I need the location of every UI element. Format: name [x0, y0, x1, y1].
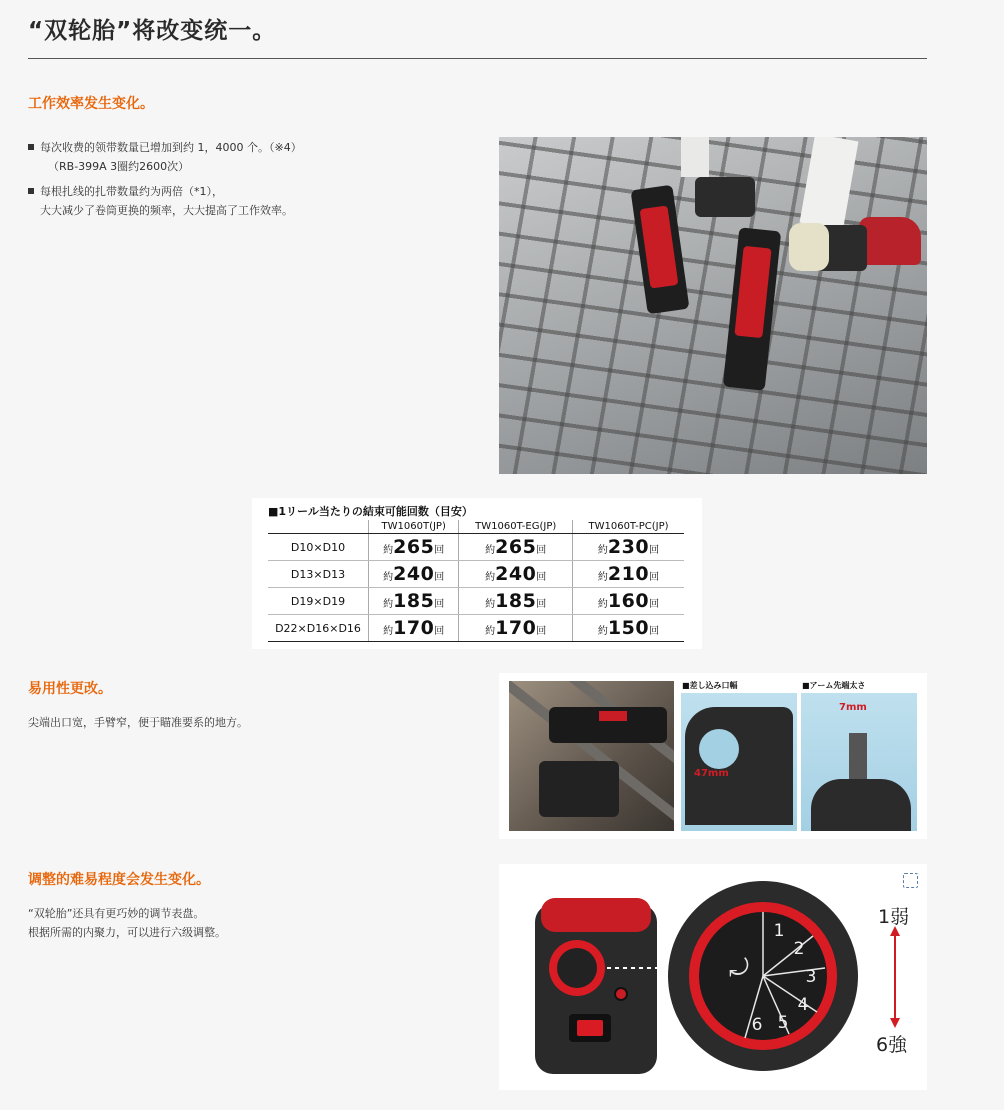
dial-number: 6: [751, 1015, 763, 1035]
binding-count-table: [268, 520, 684, 642]
count-cell: [459, 588, 573, 615]
power-switch: [577, 1020, 603, 1036]
times-suffix: 回: [649, 626, 660, 637]
table-row: [268, 588, 684, 615]
tool-base: [811, 779, 911, 831]
bullet-text: 每根扎线的扎带数量约为两倍（*1），: [40, 185, 223, 198]
table-corner-header: [268, 520, 369, 534]
title-divider: [28, 58, 927, 59]
approx-prefix: 約: [597, 572, 608, 583]
dial-number: 1: [773, 921, 785, 941]
tool-red-cap: [541, 898, 651, 932]
tool-jaw: [685, 707, 793, 825]
count-value: 265: [393, 536, 435, 558]
count-value: 170: [393, 617, 435, 639]
section-heading-efficiency: 工作效率发生变化。: [28, 96, 154, 112]
led-indicator: [615, 988, 627, 1000]
dial-direction-arrow: ⤾: [729, 954, 749, 982]
row-label: D19×D19: [268, 588, 369, 615]
adjustment-text-line1: “双轮胎”还具有更巧妙的调节表盘。: [28, 907, 205, 920]
dial-number: 3: [805, 967, 817, 987]
worker-leg-left: [681, 137, 709, 177]
approx-prefix: 約: [383, 572, 394, 583]
arm-tip-value: 7mm: [839, 702, 867, 713]
times-suffix: 回: [649, 572, 660, 583]
count-value: 160: [607, 590, 650, 612]
dial-number: 4: [797, 995, 809, 1015]
insert-width-value: 47mm: [694, 768, 729, 779]
bullet-item: [28, 182, 468, 220]
count-cell: [369, 561, 459, 588]
bullet-note: （RB-399A 3圈约2600次）: [48, 160, 190, 173]
count-cell: [369, 534, 459, 561]
table-header-row: [268, 520, 684, 534]
count-value: 210: [607, 563, 650, 585]
count-value: 265: [495, 536, 537, 558]
approx-prefix: 約: [383, 626, 394, 637]
count-value: 185: [495, 590, 537, 612]
row-label: D13×D13: [268, 561, 369, 588]
times-suffix: 回: [536, 572, 547, 583]
arm-tip-label: ■アーム先端太さ: [802, 681, 866, 690]
count-cell: [459, 534, 573, 561]
table-row: [268, 561, 684, 588]
column-header: TW1060T-PC(JP): [573, 520, 684, 534]
times-suffix: 回: [649, 545, 660, 556]
strong-label: 6強: [876, 1034, 908, 1056]
count-cell: [369, 615, 459, 642]
times-suffix: 回: [649, 599, 660, 610]
approx-prefix: 約: [485, 626, 496, 637]
dial-illustration: [499, 864, 927, 1090]
table-title: ■1リール当たりの結束可能回数（目安）: [268, 505, 473, 518]
count-cell: [573, 534, 684, 561]
approx-prefix: 約: [597, 599, 608, 610]
bullet-text: 每次收费的领带数量已增加到约 1，4000 个。（※4）: [40, 141, 302, 154]
section-heading-usability: 易用性更改。: [28, 681, 112, 697]
count-value: 150: [607, 617, 650, 639]
column-header: TW1060T(JP): [369, 520, 459, 534]
glove-hand: [789, 223, 829, 271]
small-dial-face: [557, 948, 597, 988]
row-label: D10×D10: [268, 534, 369, 561]
count-cell: [573, 615, 684, 642]
bullet-note: 大大减少了卷筒更换的频率，大大提高了工作效率。: [40, 204, 293, 217]
approx-prefix: 約: [485, 572, 496, 583]
tool-in-use-photo: [509, 681, 674, 831]
count-value: 240: [393, 563, 435, 585]
approx-prefix: 約: [485, 599, 496, 610]
count-cell: [573, 561, 684, 588]
worker-shoe: [859, 217, 921, 265]
times-suffix: 回: [536, 545, 547, 556]
efficiency-bullet-list: [28, 138, 468, 226]
approx-prefix: 約: [597, 626, 608, 637]
approx-prefix: 約: [597, 545, 608, 556]
bullet-square-icon: [28, 188, 34, 194]
count-value: 185: [393, 590, 435, 612]
dial-photo-panel: [499, 864, 927, 1090]
usability-photo-panel: [499, 673, 927, 839]
rebar-tying-photo: [499, 137, 927, 474]
count-value: 230: [607, 536, 650, 558]
tool-lower-body: [539, 761, 619, 817]
arm-tip-photo: [801, 693, 917, 831]
adjustment-text-line2: 根据所需的内聚力，可以进行六级调整。: [28, 926, 226, 939]
usability-text: 尖端出口宽，手臂窄，便于瞄准要系的地方。: [28, 716, 248, 729]
table-row: [268, 534, 684, 561]
approx-prefix: 約: [383, 599, 394, 610]
approx-prefix: 約: [383, 545, 394, 556]
count-cell: [369, 588, 459, 615]
column-header: TW1060T-EG(JP): [459, 520, 573, 534]
tool-battery-left: [695, 177, 755, 217]
bullet-item: [28, 138, 468, 176]
jaw-opening: [699, 729, 739, 769]
approx-prefix: 約: [485, 545, 496, 556]
tool-red-band: [599, 711, 627, 721]
section-heading-adjustment: 调整的难易程度会发生变化。: [28, 872, 210, 888]
count-cell: [459, 615, 573, 642]
count-value: 170: [495, 617, 537, 639]
binding-count-table-card: [252, 498, 702, 649]
dial-number: 5: [777, 1013, 789, 1033]
times-suffix: 回: [434, 626, 445, 637]
bullet-square-icon: [28, 144, 34, 150]
count-cell: [573, 588, 684, 615]
insert-width-label: ■差し込み口幅: [682, 681, 738, 690]
weak-label: 1弱: [878, 906, 910, 928]
strength-arrow-down: [890, 1018, 900, 1028]
dial-number: 2: [793, 939, 805, 959]
times-suffix: 回: [434, 545, 445, 556]
times-suffix: 回: [536, 626, 547, 637]
count-value: 240: [495, 563, 537, 585]
times-suffix: 回: [434, 572, 445, 583]
table-row: [268, 615, 684, 642]
worker-leg-right: [800, 137, 859, 230]
insert-width-photo: [681, 693, 797, 831]
count-cell: [459, 561, 573, 588]
row-label: D22×D16×D16: [268, 615, 369, 642]
page-title: “双轮胎”将改变统一。: [28, 18, 277, 44]
times-suffix: 回: [536, 599, 547, 610]
times-suffix: 回: [434, 599, 445, 610]
